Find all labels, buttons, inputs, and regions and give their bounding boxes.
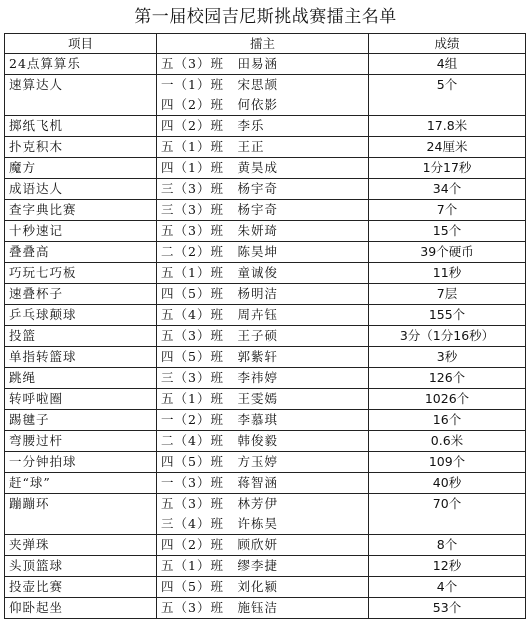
holder-name: 三（3）班 杨宇奇	[161, 181, 278, 196]
holder-name: 四（2）班 顾欣妍	[161, 537, 278, 552]
table-row	[5, 305, 526, 326]
cell-item: 投篮	[5, 326, 157, 347]
cell-item: 十秒速记	[5, 221, 157, 242]
holder-name: 五（3）班 施钰洁	[161, 600, 278, 615]
cell-item: 一分钟拍球	[5, 452, 157, 473]
cell-holder	[157, 242, 369, 263]
cell-result: 11秒	[369, 263, 526, 284]
cell-item: 跳绳	[5, 368, 157, 389]
table-row	[5, 116, 526, 137]
holder-name: 一（1）班 宋思颉	[161, 77, 278, 92]
cell-item: 速算达人	[5, 75, 157, 116]
column-header-holder: 擂主	[157, 34, 369, 54]
cell-result: 7个	[369, 200, 526, 221]
table-row	[5, 473, 526, 494]
cell-result: 0.6米	[369, 431, 526, 452]
page-title: 第一届校园吉尼斯挑战赛擂主名单	[134, 7, 397, 27]
cell-item: 夹弹珠	[5, 535, 157, 556]
cell-item: 速叠杯子	[5, 284, 157, 305]
table-row	[5, 326, 526, 347]
cell-result: 3秒	[369, 347, 526, 368]
table-body	[5, 54, 526, 619]
cell-holder	[157, 410, 369, 431]
cell-result: 126个	[369, 368, 526, 389]
cell-result: 53个	[369, 598, 526, 619]
cell-result: 15个	[369, 221, 526, 242]
table-row	[5, 158, 526, 179]
cell-item: 踢毽子	[5, 410, 157, 431]
cell-holder	[157, 347, 369, 368]
table-row	[5, 410, 526, 431]
table-row	[5, 75, 526, 116]
cell-holder	[157, 389, 369, 410]
cell-holder	[157, 200, 369, 221]
cell-holder	[157, 179, 369, 200]
cell-item: 头顶篮球	[5, 556, 157, 577]
cell-holder	[157, 535, 369, 556]
cell-item: 叠叠高	[5, 242, 157, 263]
cell-item: 仰卧起坐	[5, 598, 157, 619]
cell-holder	[157, 137, 369, 158]
column-header-result: 成绩	[369, 34, 526, 54]
holder-name: 五（3）班 王子硕	[161, 328, 278, 343]
cell-result: 5个	[369, 75, 526, 116]
cell-item: 转呼啦圈	[5, 389, 157, 410]
cell-holder	[157, 158, 369, 179]
cell-item: 弯腰过杆	[5, 431, 157, 452]
table-header-row	[5, 34, 526, 54]
table-row	[5, 431, 526, 452]
holder-name: 五（1）班 王雯嫣	[161, 391, 278, 406]
cell-result: 70个	[369, 494, 526, 535]
table-row	[5, 242, 526, 263]
cell-item: 掷纸飞机	[5, 116, 157, 137]
holder-name: 三（3）班 李祎婷	[161, 370, 278, 385]
cell-holder	[157, 116, 369, 137]
cell-item: 查字典比赛	[5, 200, 157, 221]
table-row	[5, 263, 526, 284]
cell-item: 单指转篮球	[5, 347, 157, 368]
cell-holder	[157, 54, 369, 75]
table-row	[5, 54, 526, 75]
cell-item: 赶“球”	[5, 473, 157, 494]
cell-holder	[157, 305, 369, 326]
holder-name: 五（1）班 王正	[161, 139, 265, 154]
table-row	[5, 389, 526, 410]
cell-holder	[157, 221, 369, 242]
cell-result: 109个	[369, 452, 526, 473]
cell-result: 4组	[369, 54, 526, 75]
cell-holder	[157, 75, 369, 116]
cell-item: 扑克积木	[5, 137, 157, 158]
holder-name: 五（3）班 林芳伊	[161, 496, 278, 511]
cell-result: 12秒	[369, 556, 526, 577]
cell-item: 蹦蹦环	[5, 494, 157, 535]
holder-name: 四（5）班 杨明洁	[161, 286, 278, 301]
table-row	[5, 535, 526, 556]
cell-result: 39个硬币	[369, 242, 526, 263]
table-row	[5, 452, 526, 473]
holder-name: 四（2）班 李乐	[161, 118, 265, 133]
cell-holder	[157, 284, 369, 305]
holder-name: 二（4）班 韩俊毅	[161, 433, 278, 448]
holder-name: 四（2）班 何依影	[161, 97, 278, 112]
table-row	[5, 556, 526, 577]
cell-result: 24厘米	[369, 137, 526, 158]
cell-holder	[157, 431, 369, 452]
cell-result: 17.8米	[369, 116, 526, 137]
holder-name: 四（1）班 黄昊成	[161, 160, 278, 175]
table-row	[5, 598, 526, 619]
table-row	[5, 494, 526, 535]
cell-result: 1026个	[369, 389, 526, 410]
holder-name: 五（1）班 童诚俊	[161, 265, 278, 280]
table-row	[5, 137, 526, 158]
table-row	[5, 221, 526, 242]
table-row	[5, 577, 526, 598]
holder-name: 五（3）班 朱妍琦	[161, 223, 278, 238]
holder-name: 五（1）班 缪李捷	[161, 558, 278, 573]
holder-name: 三（3）班 杨宇奇	[161, 202, 278, 217]
cell-holder	[157, 556, 369, 577]
cell-item: 投壶比赛	[5, 577, 157, 598]
column-header-item: 项目	[5, 34, 157, 54]
holder-name: 五（3）班 田易涵	[161, 56, 278, 71]
holder-name: 一（3）班 蒋智涵	[161, 475, 278, 490]
holder-name: 二（2）班 陈昊坤	[161, 244, 278, 259]
cell-item: 乒乓球颠球	[5, 305, 157, 326]
cell-result: 7层	[369, 284, 526, 305]
cell-result: 8个	[369, 535, 526, 556]
cell-holder	[157, 577, 369, 598]
cell-holder	[157, 326, 369, 347]
cell-holder	[157, 368, 369, 389]
holder-name: 三（4）班 许栋昊	[161, 516, 278, 531]
holder-name: 一（2）班 李慕琪	[161, 412, 278, 427]
cell-result: 155个	[369, 305, 526, 326]
table-row	[5, 368, 526, 389]
holder-name: 四（5）班 郭紫轩	[161, 349, 278, 364]
cell-holder	[157, 452, 369, 473]
cell-item: 巧玩七巧板	[5, 263, 157, 284]
table-row	[5, 179, 526, 200]
cell-result: 4个	[369, 577, 526, 598]
cell-result: 34个	[369, 179, 526, 200]
cell-result: 1分17秒	[369, 158, 526, 179]
table-row	[5, 284, 526, 305]
cell-result: 40秒	[369, 473, 526, 494]
holder-name: 四（5）班 方玉婷	[161, 454, 278, 469]
cell-result: 16个	[369, 410, 526, 431]
holder-name: 四（5）班 刘化颍	[161, 579, 278, 594]
table-row	[5, 347, 526, 368]
holder-name: 五（4）班 周卉钰	[161, 307, 278, 322]
table-row	[5, 200, 526, 221]
cell-item: 魔方	[5, 158, 157, 179]
cell-holder	[157, 473, 369, 494]
cell-item: 24点算算乐	[5, 54, 157, 75]
cell-result: 3分（1分16秒）	[369, 326, 526, 347]
record-holders-table	[4, 33, 526, 619]
cell-holder	[157, 598, 369, 619]
cell-holder	[157, 494, 369, 535]
cell-item: 成语达人	[5, 179, 157, 200]
cell-holder	[157, 263, 369, 284]
